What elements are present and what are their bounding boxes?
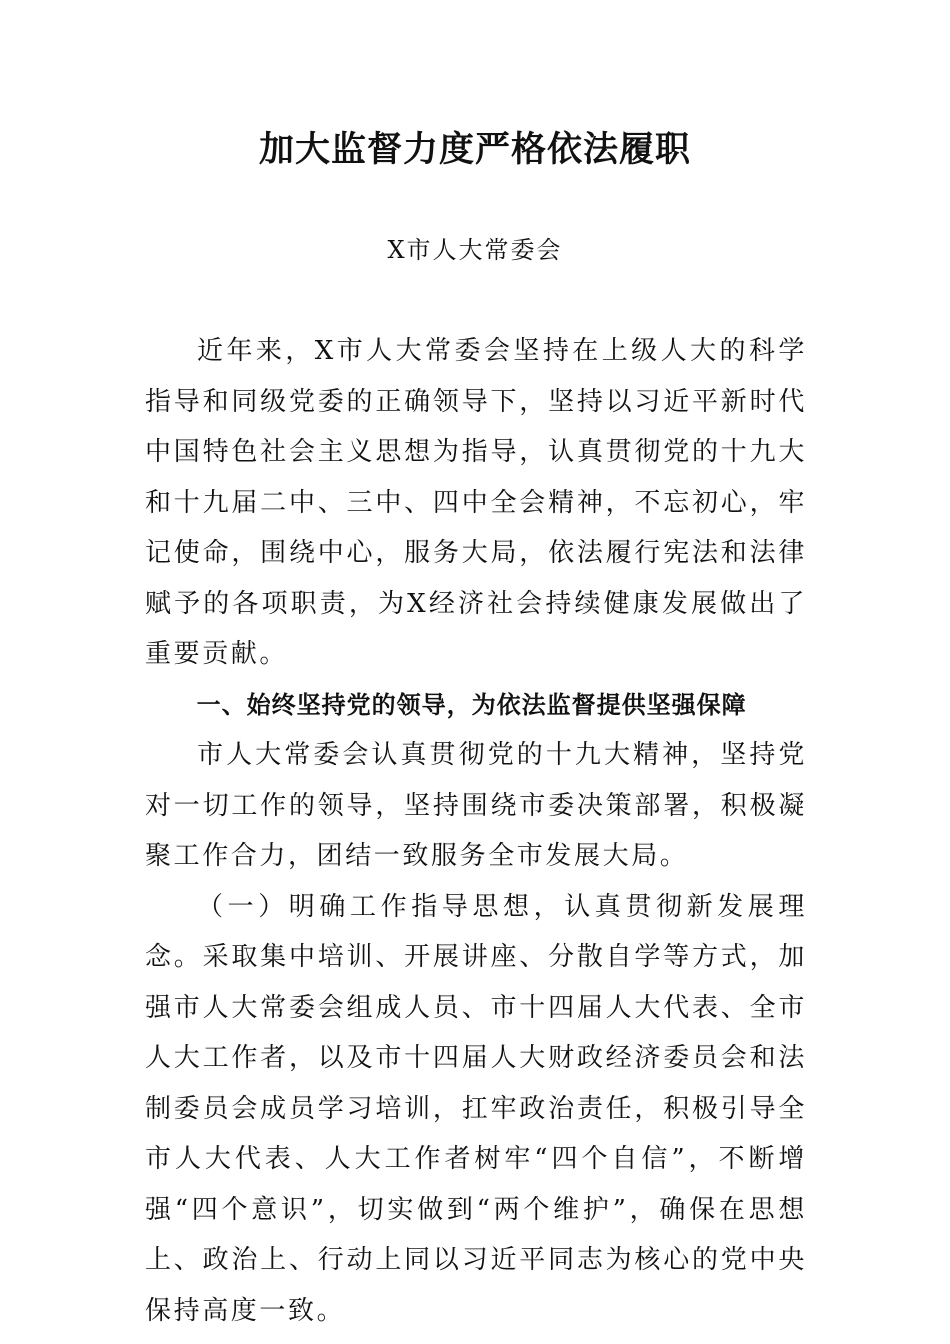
document-title: 加大监督力度严格依法履职 [258,129,691,170]
section-heading: 一、始终坚持党的领导，为依法监督提供坚强保障 [196,690,747,719]
document-author: X市人大常委会 [387,236,563,264]
document-body [145,326,807,1336]
section-paragraph: 市人大常委会认真贯彻党的十九大精神，坚持党对一切工作的领导，坚持围绕市委决策部署，积极凝聚工作合力，团结一致服务全市发展大局。 [145,740,807,871]
subsection-paragraph: （一）明确工作指导思想，认真贯彻新发展理念。采取集中培训、开展讲座、分散自学等方式，加强市人大常委会组成人员、市十四届人大代表、全市人大工作者，以及市十四届人大财政经济委员会和法制委员会成员学习培训，扛牢政治责任，积极引导全市人大代表、人大工作者树牢“四个自信”，不断增强“四个意识”，切实做到“两个维护”，确保在思想上、政治上、行动上同以习近平同志为核心的党中央保持高度一致。 [145,891,807,1326]
intro-paragraph: 近年来，X市人大常委会坚持在上级人大的科学指导和同级党委的正确领导下，坚持以习近平新时代中国特色社会主义思想为指导，认真贯彻党的十九大和十九届二中、三中、四中全会精神，不忘初心，牢记使命，围绕中心，服务大局，依法履行宪法和法律赋予的各项职责，为X经济社会持续健康发展做出了重要贡献。 [145,336,807,669]
